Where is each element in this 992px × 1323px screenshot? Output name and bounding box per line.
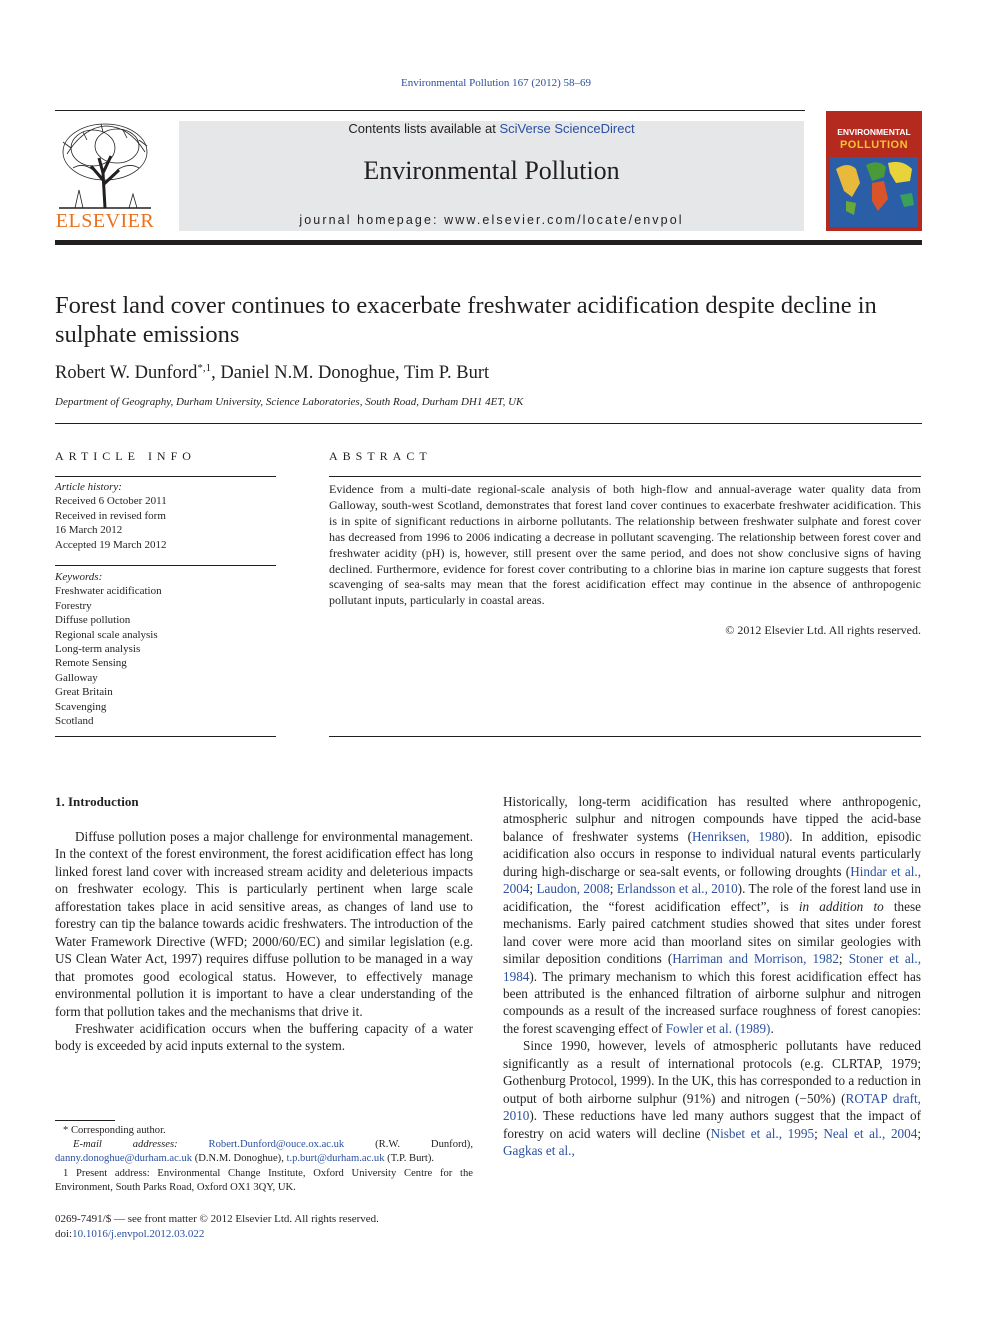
keyword-item: Long-term analysis xyxy=(55,643,141,656)
cover-title-line-2: POLLUTION xyxy=(839,139,909,151)
header-rule xyxy=(55,110,805,111)
keyword-item: Regional scale analysis xyxy=(55,628,158,641)
keyword-item: Remote Sensing xyxy=(55,657,127,670)
history-item: 16 March 2012 xyxy=(55,524,123,537)
present-address-note: 1 Present address: Environmental Change Institute, Oxford University Centre for the Environment, South Parks Road, Oxford OX1 3QY, UK. xyxy=(55,1167,473,1193)
abstract-text: Evidence from a multi-date regional-scale analysis of both high-flow and annual-average water quality data from Galloway, south-west Scotland, demonstrates that forest land cover continues to exacerbate freshwater acidification. This is in spite of significant reductions in airborne pollutants. The relationship between freshwater sulphate and forest cover has decreased from 1996 to 2006 indicating a decrease in pollutant scavenging. The relationship between forest cover and freshwater acidity (pH) is, however, still present over the same period, and does not show conclusive signs of having declined. Furthermore, evidence for forest cover contributing to a chlorine bias in marine ion capture suggests that forest scavenging of sea-salts may mean that the forest acidification effect may continue in the absence of anthropogenic pollutant inputs, particularly in coastal areas. xyxy=(329,482,921,608)
article-info-bottom-rule xyxy=(55,736,276,737)
article-title: Forest land cover continues to exacerbate freshwater acidification despite decline in sulphate emissions xyxy=(55,292,877,348)
abstract-bottom-rule xyxy=(329,736,921,737)
contents-prefix: Contents lists available at xyxy=(348,121,500,136)
citation-link[interactable]: Nisbet et al., 1995 xyxy=(710,1125,815,1141)
doi-line: doi:10.1016/j.envpol.2012.03.022 xyxy=(55,1227,205,1240)
left-column-text xyxy=(55,828,473,1055)
elsevier-logo-text: ELSEVIER xyxy=(55,210,155,232)
history-item: Accepted 19 March 2012 xyxy=(55,538,167,551)
keywords-rule xyxy=(55,565,276,566)
keyword-item: Diffuse pollution xyxy=(55,614,131,627)
citation-link[interactable]: Harriman and Morrison, 1982 xyxy=(672,951,839,967)
citation-link[interactable]: Erlandsson et al., 2010 xyxy=(616,881,738,897)
citation-link[interactable]: ROTAP draft, 2010 xyxy=(503,1090,921,1124)
email-note: E-mail addresses: Robert.Dunford@ouce.ox.ac.uk (R.W. Dunford), danny.donoghue@durham.ac.uk (D.N.M. Donoghue), t.p.burt@durham.ac.uk (T.P. Burt). xyxy=(55,1139,473,1165)
affiliation: Department of Geography, Durham University, Science Laboratories, South Road, Durham DH1 4ET, UK xyxy=(55,396,524,408)
footnotes xyxy=(55,1124,473,1195)
article-history xyxy=(55,480,276,552)
history-item: Received 6 October 2011 xyxy=(55,495,167,508)
keyword-item: Galloway xyxy=(55,671,98,684)
keyword-item: Freshwater acidification xyxy=(55,585,162,598)
citation-link[interactable]: Stoner et al., 1984 xyxy=(503,951,921,984)
cover-title-line-1: ENVIRONMENTAL xyxy=(837,127,911,137)
citation-link[interactable]: Neal et al., 2004 xyxy=(823,1125,918,1141)
email-link[interactable]: Robert.Dunford@ouce.ox.ac.uk xyxy=(208,1139,345,1151)
journal-homepage[interactable]: journal homepage: www.elsevier.com/locate/envpol xyxy=(299,213,684,227)
paragraph: Since 1990, however, levels of atmospheric pollutants have reduced significantly as a result of international protocols (e.g. CLRTAP, 1979; Gothenburg Protocol, 1999). In the UK, this has corresponded to a reduction in output of both airborne sulphur (91%) and nitrogen (−50%) (ROTAP draft, 2010). These reductions have led many authors suggest that the impact of forestry on acid waters will decline (Nisbet et al., 1995; Neal et al., 2004; Gagkas et al., xyxy=(503,1038,921,1159)
author-1-marks[interactable]: *,1 xyxy=(197,362,212,374)
article-info-rule xyxy=(55,476,276,477)
issn-line: 0269-7491/$ — see front matter © 2012 Elsevier Ltd. All rights reserved. xyxy=(55,1213,379,1225)
keyword-item: Scotland xyxy=(55,715,94,728)
front-matter xyxy=(55,1212,379,1241)
author-1: Robert W. Dunford xyxy=(55,363,198,384)
keywords xyxy=(55,570,276,728)
citation-link[interactable]: Gagkas et al., xyxy=(503,1143,575,1159)
abstract-heading: ABSTRACT xyxy=(329,449,432,463)
citation-link[interactable]: Hindar et al., 2004 xyxy=(503,863,922,897)
journal-name: Environmental Pollution xyxy=(363,156,620,185)
citation-link[interactable]: Henriksen, 1980 xyxy=(692,828,785,844)
history-label: Article history: xyxy=(55,481,122,493)
keyword-item: Great Britain xyxy=(55,686,113,699)
journal-reference[interactable]: Environmental Pollution 167 (2012) 58–69 xyxy=(400,77,592,89)
abstract-copyright: © 2012 Elsevier Ltd. All rights reserved. xyxy=(725,623,921,637)
email-link[interactable]: danny.donoghue@durham.ac.uk xyxy=(55,1153,193,1165)
citation-link[interactable]: Laudon, 2008 xyxy=(536,881,610,897)
footnote-rule xyxy=(55,1120,115,1121)
abstract-rule xyxy=(329,476,921,477)
section-title-introduction: 1. Introduction xyxy=(55,794,139,809)
author-list xyxy=(55,362,489,384)
keywords-label: Keywords: xyxy=(55,571,103,583)
keyword-item: Forestry xyxy=(55,599,92,612)
email-link[interactable]: t.p.burt@durham.ac.uk xyxy=(286,1153,385,1165)
history-item: Received in revised form xyxy=(55,509,166,522)
right-column-text xyxy=(503,793,921,1160)
sciencedirect-link[interactable]: SciVerse ScienceDirect xyxy=(499,121,635,136)
contents-line xyxy=(179,121,804,136)
article-info-heading: ARTICLE INFO xyxy=(55,449,196,463)
paragraph: Diffuse pollution poses a major challenge for environmental management. In the context of the forest environment, the forest acidification effect has long linked forest land cover with increased stream acidity and deleterious impacts on freshwater ecology. This is particularly pertinent when large scale afforestation takes place in acid sensitive areas, as changes of land use to forestry can tip the balance towards acidic freshwaters. The introduction of the Water Framework Directive (WFD; 2000/60/EC) and similar legislation (e.g. US Clean Water Act, 1997) requires diffuse pollution to be managed in a way that promotes good ecological status. However, to effectively manage environmental pollution it is important to have a clear understanding of the form that pollution takes and the mechanisms that drive it. xyxy=(55,829,473,1019)
paragraph: Freshwater acidification occurs when the buffering capacity of a water body is exceeded by acid inputs external to the system. xyxy=(55,1020,473,1054)
citation-link[interactable]: Fowler et al. (1989) xyxy=(665,1020,771,1036)
affiliation-rule xyxy=(55,423,922,424)
paragraph: Historically, long-term acidification has resulted where anthropogenic, atmospheric sulphur and nitrogen compounds have tipped the acid-base balance of freshwater systems (Henriksen, 1980). In addition, episodic acidification also occurs in response to individual natural events particularly during high-discharge or sea-salt events, or following droughts (Hindar et al., 2004; Laudon, 2008; Erlandsson et al., 2010). The role of the forest land use in acidification, the “forest acidification effect”, is in addition to these mechanisms. Early paired catchment studies showed that sites under forest land cover were more acid than moorland sites on similar geologies with similar deposition conditions (Harriman and Morrison, 1982; Stoner et al., 1984). The primary mechanism to which this forest acidification effect has been attributed is the enhanced filtration of airborne sulphur and nitrogen compounds as a result of the increased surface roughness of forest canopies: the forest scavenging effect of Fowler et al. (1989). xyxy=(503,794,922,1036)
authors-rest: , Daniel N.M. Donoghue, Tim P. Burt xyxy=(211,363,490,384)
keyword-item: Scavenging xyxy=(55,700,107,713)
corresponding-author-note: * Corresponding author. xyxy=(63,1125,166,1136)
header-thick-rule xyxy=(55,240,922,245)
doi-link[interactable]: 10.1016/j.envpol.2012.03.022 xyxy=(72,1227,205,1240)
